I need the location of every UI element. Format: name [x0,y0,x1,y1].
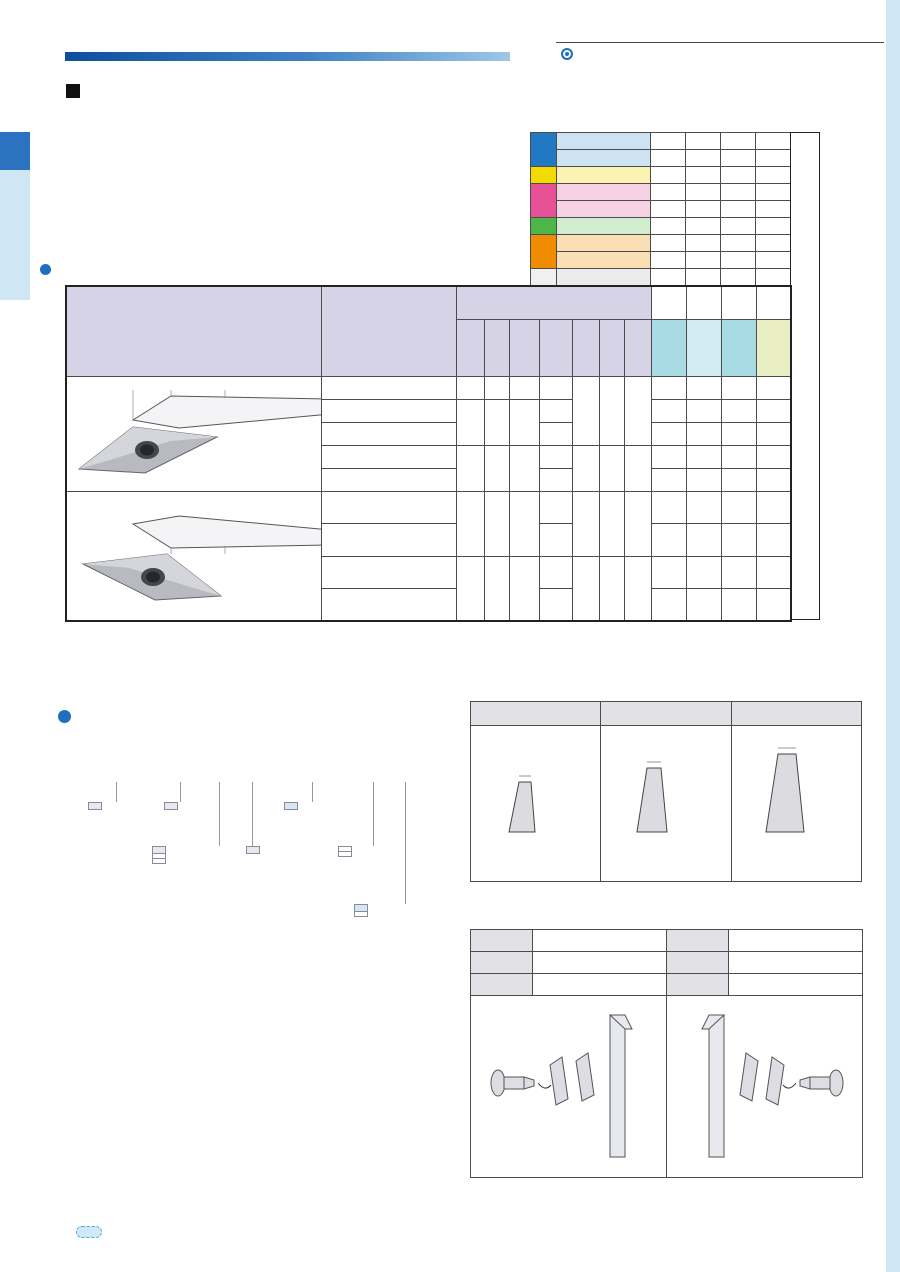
section-heading-small-tools [66,84,84,98]
reference-bullseye-icon [561,48,573,60]
table-row [471,702,862,726]
dim-a [484,399,509,445]
dim-d1 [624,491,651,556]
suitability-cell [756,252,791,269]
stock-cell [651,588,686,621]
stock-cell [651,556,686,588]
stock-cell [686,588,721,621]
dim-col-re [539,319,572,376]
dim-cw [456,376,484,399]
dim-re [539,399,572,422]
stock-cell [651,399,686,422]
stock-cell [756,556,791,588]
dim-cdx [509,445,539,491]
table-row [471,726,862,882]
suitability-cell [651,201,686,218]
stock-cell [721,468,756,491]
model-cell [321,422,456,445]
suitability-cell [721,269,756,286]
suitability-cell [651,252,686,269]
dim-col-s [599,319,624,376]
suitability-cell [756,150,791,167]
label-hand-left [152,859,166,864]
dim-re [539,491,572,523]
model-cell [321,523,456,556]
dim-col-w1 [572,319,599,376]
dim-cw [456,445,484,491]
table2-label [667,974,729,996]
material-class-s [531,235,557,269]
suitability-cell [686,201,721,218]
table-row [531,252,791,269]
stock-cell [756,588,791,621]
material-class-h [531,269,557,286]
stock-cell [686,422,721,445]
dim-s [599,376,624,445]
dim-cdx [509,376,539,399]
model-header-cell [321,286,456,376]
dim-w1 [572,376,599,445]
model-cell [321,556,456,588]
suitability-cell [686,218,721,235]
material-class-p [531,133,557,167]
stock-cell [686,523,721,556]
suitability-cell [721,150,756,167]
material-name [557,252,651,269]
shape-figure-cell-left [66,491,321,621]
material-class-n [531,218,557,235]
brand-header-pr1725 [651,286,686,319]
dimensions-header-cell [456,286,651,319]
page-edge-stripe-left [0,132,30,300]
dim-w1 [572,556,599,621]
connector-line [373,782,374,846]
circle-bullet-icon [58,710,71,723]
suitability-cell [756,218,791,235]
stock-cell [686,468,721,491]
model-cell [321,588,456,621]
suitability-cell [756,133,791,150]
grade-col-pr1725 [651,319,686,376]
connector-line [312,782,313,802]
assembly-drawing-right-hand [471,996,667,1178]
dim-cdx [509,399,539,445]
stock-cell [756,422,791,445]
dim-cdx [509,491,539,556]
label-chip-width [246,846,260,854]
label-tolerance-line2 [338,852,352,857]
dim-s [599,445,624,491]
stock-cell [721,523,756,556]
table2-value [729,952,863,974]
table-row [531,201,791,218]
table1-cell [471,726,601,882]
profile-drawing [619,740,689,840]
dim-col-cw [456,319,484,376]
stock-cell [686,376,721,399]
suitability-cell [721,184,756,201]
table-row [531,167,791,184]
stock-cell [686,445,721,468]
insert-photo-right [75,421,225,477]
stock-cell [756,491,791,523]
dim-col-a [484,319,509,376]
table1-cell [601,726,731,882]
dim-col-d1 [624,319,651,376]
stock-cell [721,422,756,445]
suitability-cell [686,252,721,269]
connector-line [405,782,406,904]
suitability-cell [686,133,721,150]
suitability-cell [651,133,686,150]
sales-note-box [76,1226,102,1238]
dim-d1 [624,445,651,491]
holder-assembly-drawing [670,997,860,1173]
brand-header-pr1535 [686,286,721,319]
brand-header-kw10 [756,286,791,319]
label-chip-name [88,802,102,810]
suitability-cell [721,133,756,150]
stock-cell [756,468,791,491]
dim-w1 [572,491,599,556]
table-row [471,930,863,952]
suitability-cell [756,235,791,252]
table1-header [471,702,601,726]
insert-profile-figure [471,726,600,844]
grade-col-pr1535 [686,319,721,376]
suitability-cell [756,184,791,201]
ktkf-holder-label [40,264,55,275]
stock-cell [651,376,686,399]
table2-value [729,974,863,996]
dim-re [539,422,572,445]
connector-line [252,782,253,846]
table1-block [470,698,862,882]
table2-value [533,974,667,996]
dim-col-cdx [509,319,539,376]
dim-a [484,376,509,399]
label-corner-tolerance [338,846,352,857]
table2-block [470,926,862,1178]
shape-header-cell [66,286,321,376]
grade-col-pr1225 [721,319,756,376]
table2 [470,929,863,1178]
grade-col-kw10 [756,319,791,376]
profile-drawing [489,740,559,840]
model-cell [321,491,456,523]
label-chip-hand [152,846,166,864]
table2-label [471,930,533,952]
suitability-cell [651,184,686,201]
table2-label [667,952,729,974]
dim-a [484,445,509,491]
assembly-drawing-left-hand [667,996,863,1178]
material-name [557,167,651,184]
table1-header [731,702,861,726]
shape-figure-cell-right [66,376,321,491]
label-chip-size [164,802,178,810]
suitability-cell [721,252,756,269]
connector-line [219,782,220,846]
model-cell [321,468,456,491]
table-header-row [66,286,791,319]
material-suitability-table [530,132,791,286]
suitability-cell [756,269,791,286]
connector-line [116,782,117,802]
dim-w1 [572,445,599,491]
material-name [557,218,651,235]
model-cell [321,445,456,468]
stock-cell [721,491,756,523]
material-class-m [531,167,557,184]
spec-row [66,491,791,523]
stock-cell [651,523,686,556]
stock-cell [686,556,721,588]
dim-s [599,556,624,621]
model-number-breakdown [88,752,478,952]
suitability-cell [721,201,756,218]
suitability-cell [651,235,686,252]
table2-value [533,952,667,974]
table-row [531,235,791,252]
stock-cell [756,399,791,422]
suitability-cell [686,150,721,167]
dim-d1 [624,376,651,445]
stock-cell [721,556,756,588]
dim-s [599,491,624,556]
stock-cell [651,445,686,468]
table2-value [533,930,667,952]
material-name [557,133,651,150]
table2-label [667,930,729,952]
stock-cell [756,445,791,468]
table-row [531,269,791,286]
dim-cw [456,399,484,445]
square-bullet-icon [66,84,80,98]
stock-cell [721,445,756,468]
table-row [471,974,863,996]
label-lead-hand [354,904,368,917]
stock-cell [756,523,791,556]
insert-spec-table [65,285,792,622]
suitability-cell [651,218,686,235]
suitability-cell [686,269,721,286]
dim-cw [456,556,484,621]
material-class-k [531,184,557,218]
table2-label [471,974,533,996]
dim-re [539,445,572,468]
suitability-cell [686,235,721,252]
suitability-cell [651,269,686,286]
label-lead-hand-title [354,904,368,912]
suitability-cell [651,167,686,184]
page-edge-stripe-right [886,0,900,1272]
material-name [557,150,651,167]
stock-cell [686,491,721,523]
stock-cell [721,588,756,621]
suitability-cell [756,201,791,218]
dim-cdx [509,556,539,621]
dim-cw [456,491,484,556]
holder-assembly-drawing [474,997,664,1173]
material-name [557,235,651,252]
model-cell [321,399,456,422]
table1-cell [731,726,861,882]
table1 [470,701,862,882]
table-row [471,996,863,1178]
dim-re [539,588,572,621]
suitability-cell [721,167,756,184]
dim-re [539,376,572,399]
table-row [531,184,791,201]
catalog-reference-note [556,42,884,60]
suitability-cell [686,167,721,184]
stock-cell [721,376,756,399]
table2-label [471,952,533,974]
stock-cell [721,399,756,422]
material-name [557,201,651,218]
holder-reference-column [790,132,820,620]
spec-row [66,376,791,399]
stock-cell [651,468,686,491]
table-row [471,952,863,974]
dim-d1 [624,556,651,621]
table-row [531,133,791,150]
suitability-cell [721,235,756,252]
material-name [557,269,651,286]
suitability-cell [686,184,721,201]
insert-photo-left [75,548,225,604]
table-row [531,218,791,235]
brand-header-pr1225 [721,286,756,319]
title-underline-bar [65,52,510,61]
table1-header [601,702,731,726]
suitability-cell [651,150,686,167]
table-row [531,150,791,167]
suitability-cell [721,218,756,235]
dim-re [539,468,572,491]
label-lead-right [354,912,368,917]
stock-cell [756,376,791,399]
stock-cell [651,422,686,445]
suitability-cell [756,167,791,184]
model-cell [321,376,456,399]
connector-line [180,782,181,802]
stock-cell [686,399,721,422]
profile-drawing [750,740,820,840]
insert-profile-figure [732,726,861,844]
label-corner-r [284,802,298,810]
model-guide-heading [58,710,81,723]
dim-re [539,523,572,556]
section-tab-b[interactable] [0,132,30,170]
material-name [557,184,651,201]
dim-a [484,556,509,621]
table2-value [729,930,863,952]
label-chip-hand-title [152,846,166,854]
dim-re [539,556,572,588]
dim-a [484,491,509,556]
stock-cell [651,491,686,523]
insert-profile-figure [601,726,730,844]
circle-bullet-icon [40,264,51,275]
